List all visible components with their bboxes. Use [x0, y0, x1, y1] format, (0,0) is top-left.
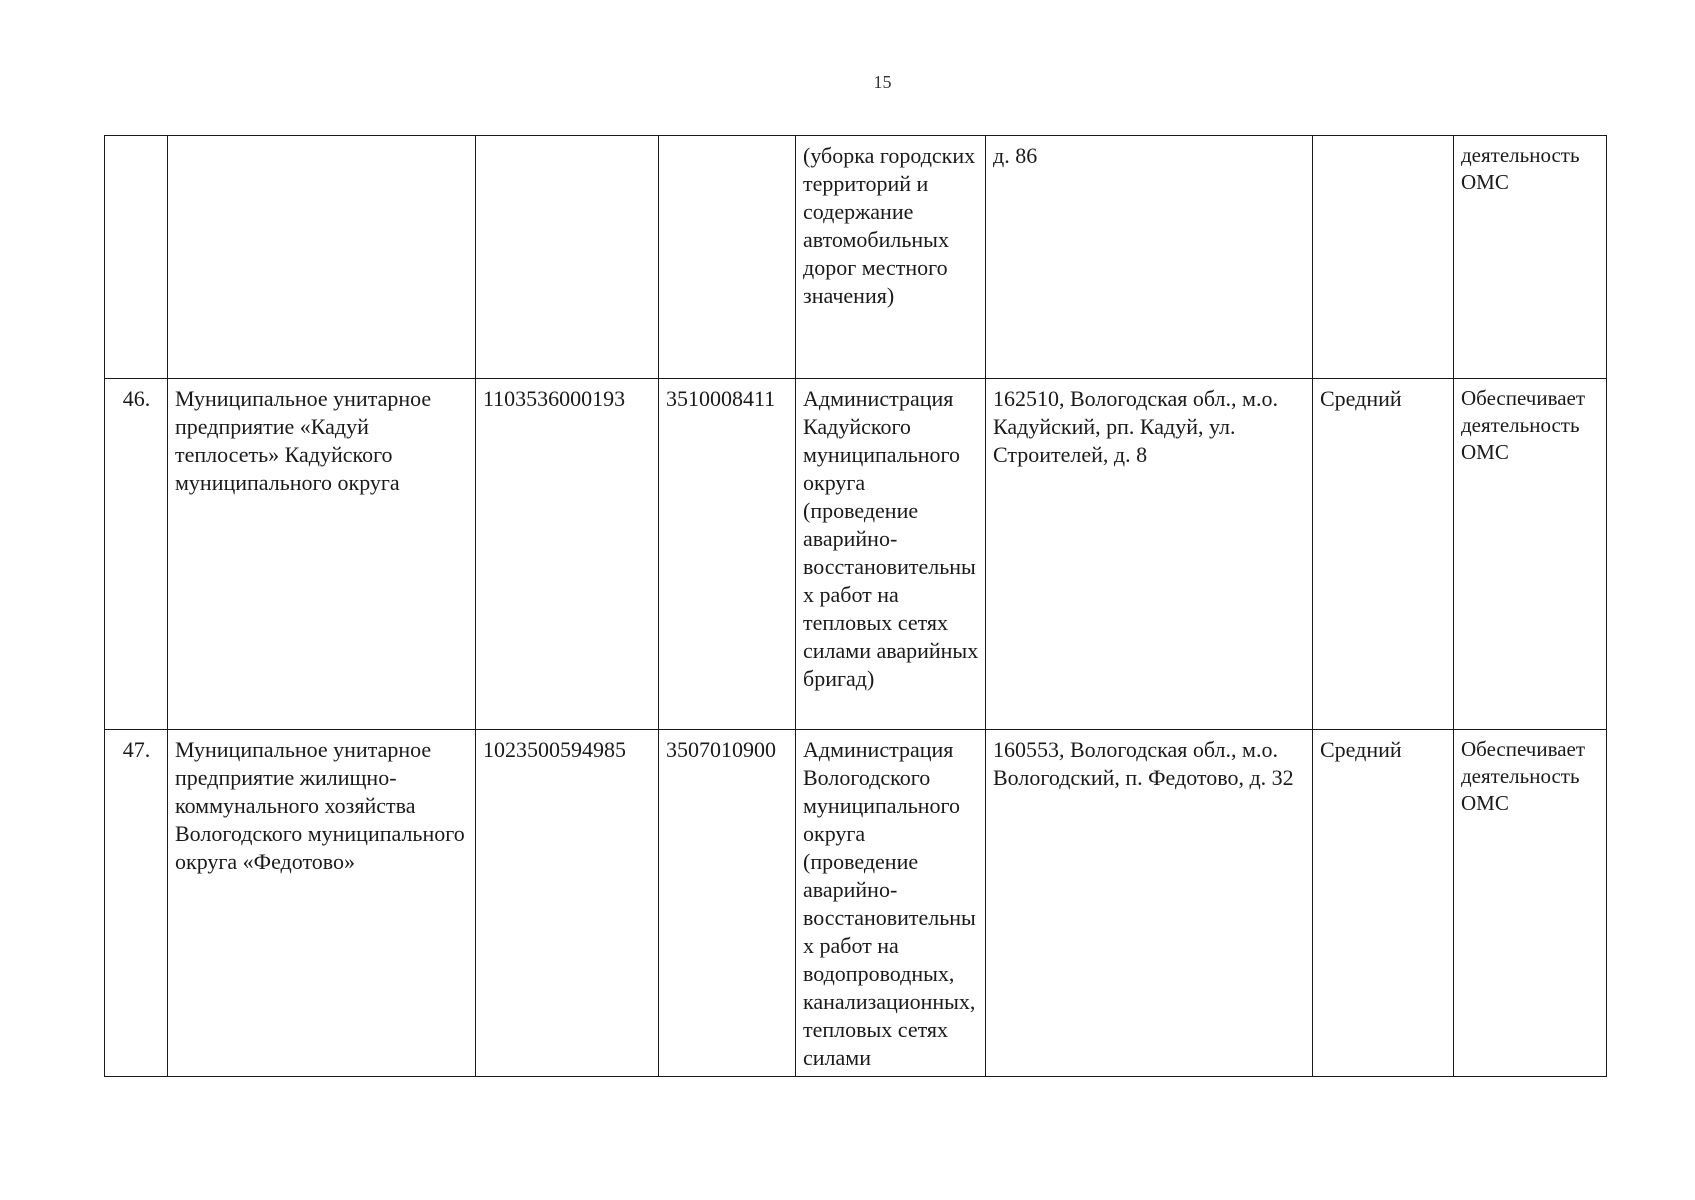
cell-organization-name [168, 136, 476, 379]
table-row [105, 136, 1607, 379]
cell-reason: Обеспечивает деятельность ОМС [1454, 730, 1607, 1077]
cell-basis: Администрация Кадуйского муниципального округа (проведение аварийно-восстановительных работ на тепловых сетях силами аварийных бригад) [796, 379, 986, 730]
cell-ogrn: 1023500594985 [476, 730, 659, 1077]
table-row [105, 730, 1607, 1077]
cell-risk-level: Средний [1313, 730, 1454, 1077]
cell-number: 47. [105, 730, 168, 1077]
registry-table [104, 135, 1607, 1077]
cell-inn [659, 136, 796, 379]
cell-ogrn [476, 136, 659, 379]
cell-risk-level: Средний [1313, 379, 1454, 730]
cell-number [105, 136, 168, 379]
cell-address: д. 86 [986, 136, 1313, 379]
cell-risk-level [1313, 136, 1454, 379]
cell-basis: Администрация Вологодского муниципального округа (проведение аварийно-восстановительных работ на водопроводных, канализационных, тепловых сетях силами [796, 730, 986, 1077]
cell-reason: деятельность ОМС [1454, 136, 1607, 379]
cell-organization-name: Муниципальное унитарное предприятие «Кадуй теплосеть» Кадуйского муниципального округа [168, 379, 476, 730]
cell-reason: Обеспечивает деятельность ОМС [1454, 379, 1607, 730]
cell-number: 46. [105, 379, 168, 730]
table-row [105, 379, 1607, 730]
cell-basis: (уборка городских территорий и содержание автомобильных дорог местного значения) [796, 136, 986, 379]
cell-inn: 3510008411 [659, 379, 796, 730]
cell-organization-name: Муниципальное унитарное предприятие жилищно-коммунального хозяйства Вологодского муниципального округа «Федотово» [168, 730, 476, 1077]
cell-address: 162510, Вологодская обл., м.о. Кадуйский, рп. Кадуй, ул. Строителей, д. 8 [986, 379, 1313, 730]
page-number: 15 [873, 72, 892, 92]
cell-inn: 3507010900 [659, 730, 796, 1077]
cell-ogrn: 1103536000193 [476, 379, 659, 730]
cell-address: 160553, Вологодская обл., м.о. Вологодский, п. Федотово, д. 32 [986, 730, 1313, 1077]
